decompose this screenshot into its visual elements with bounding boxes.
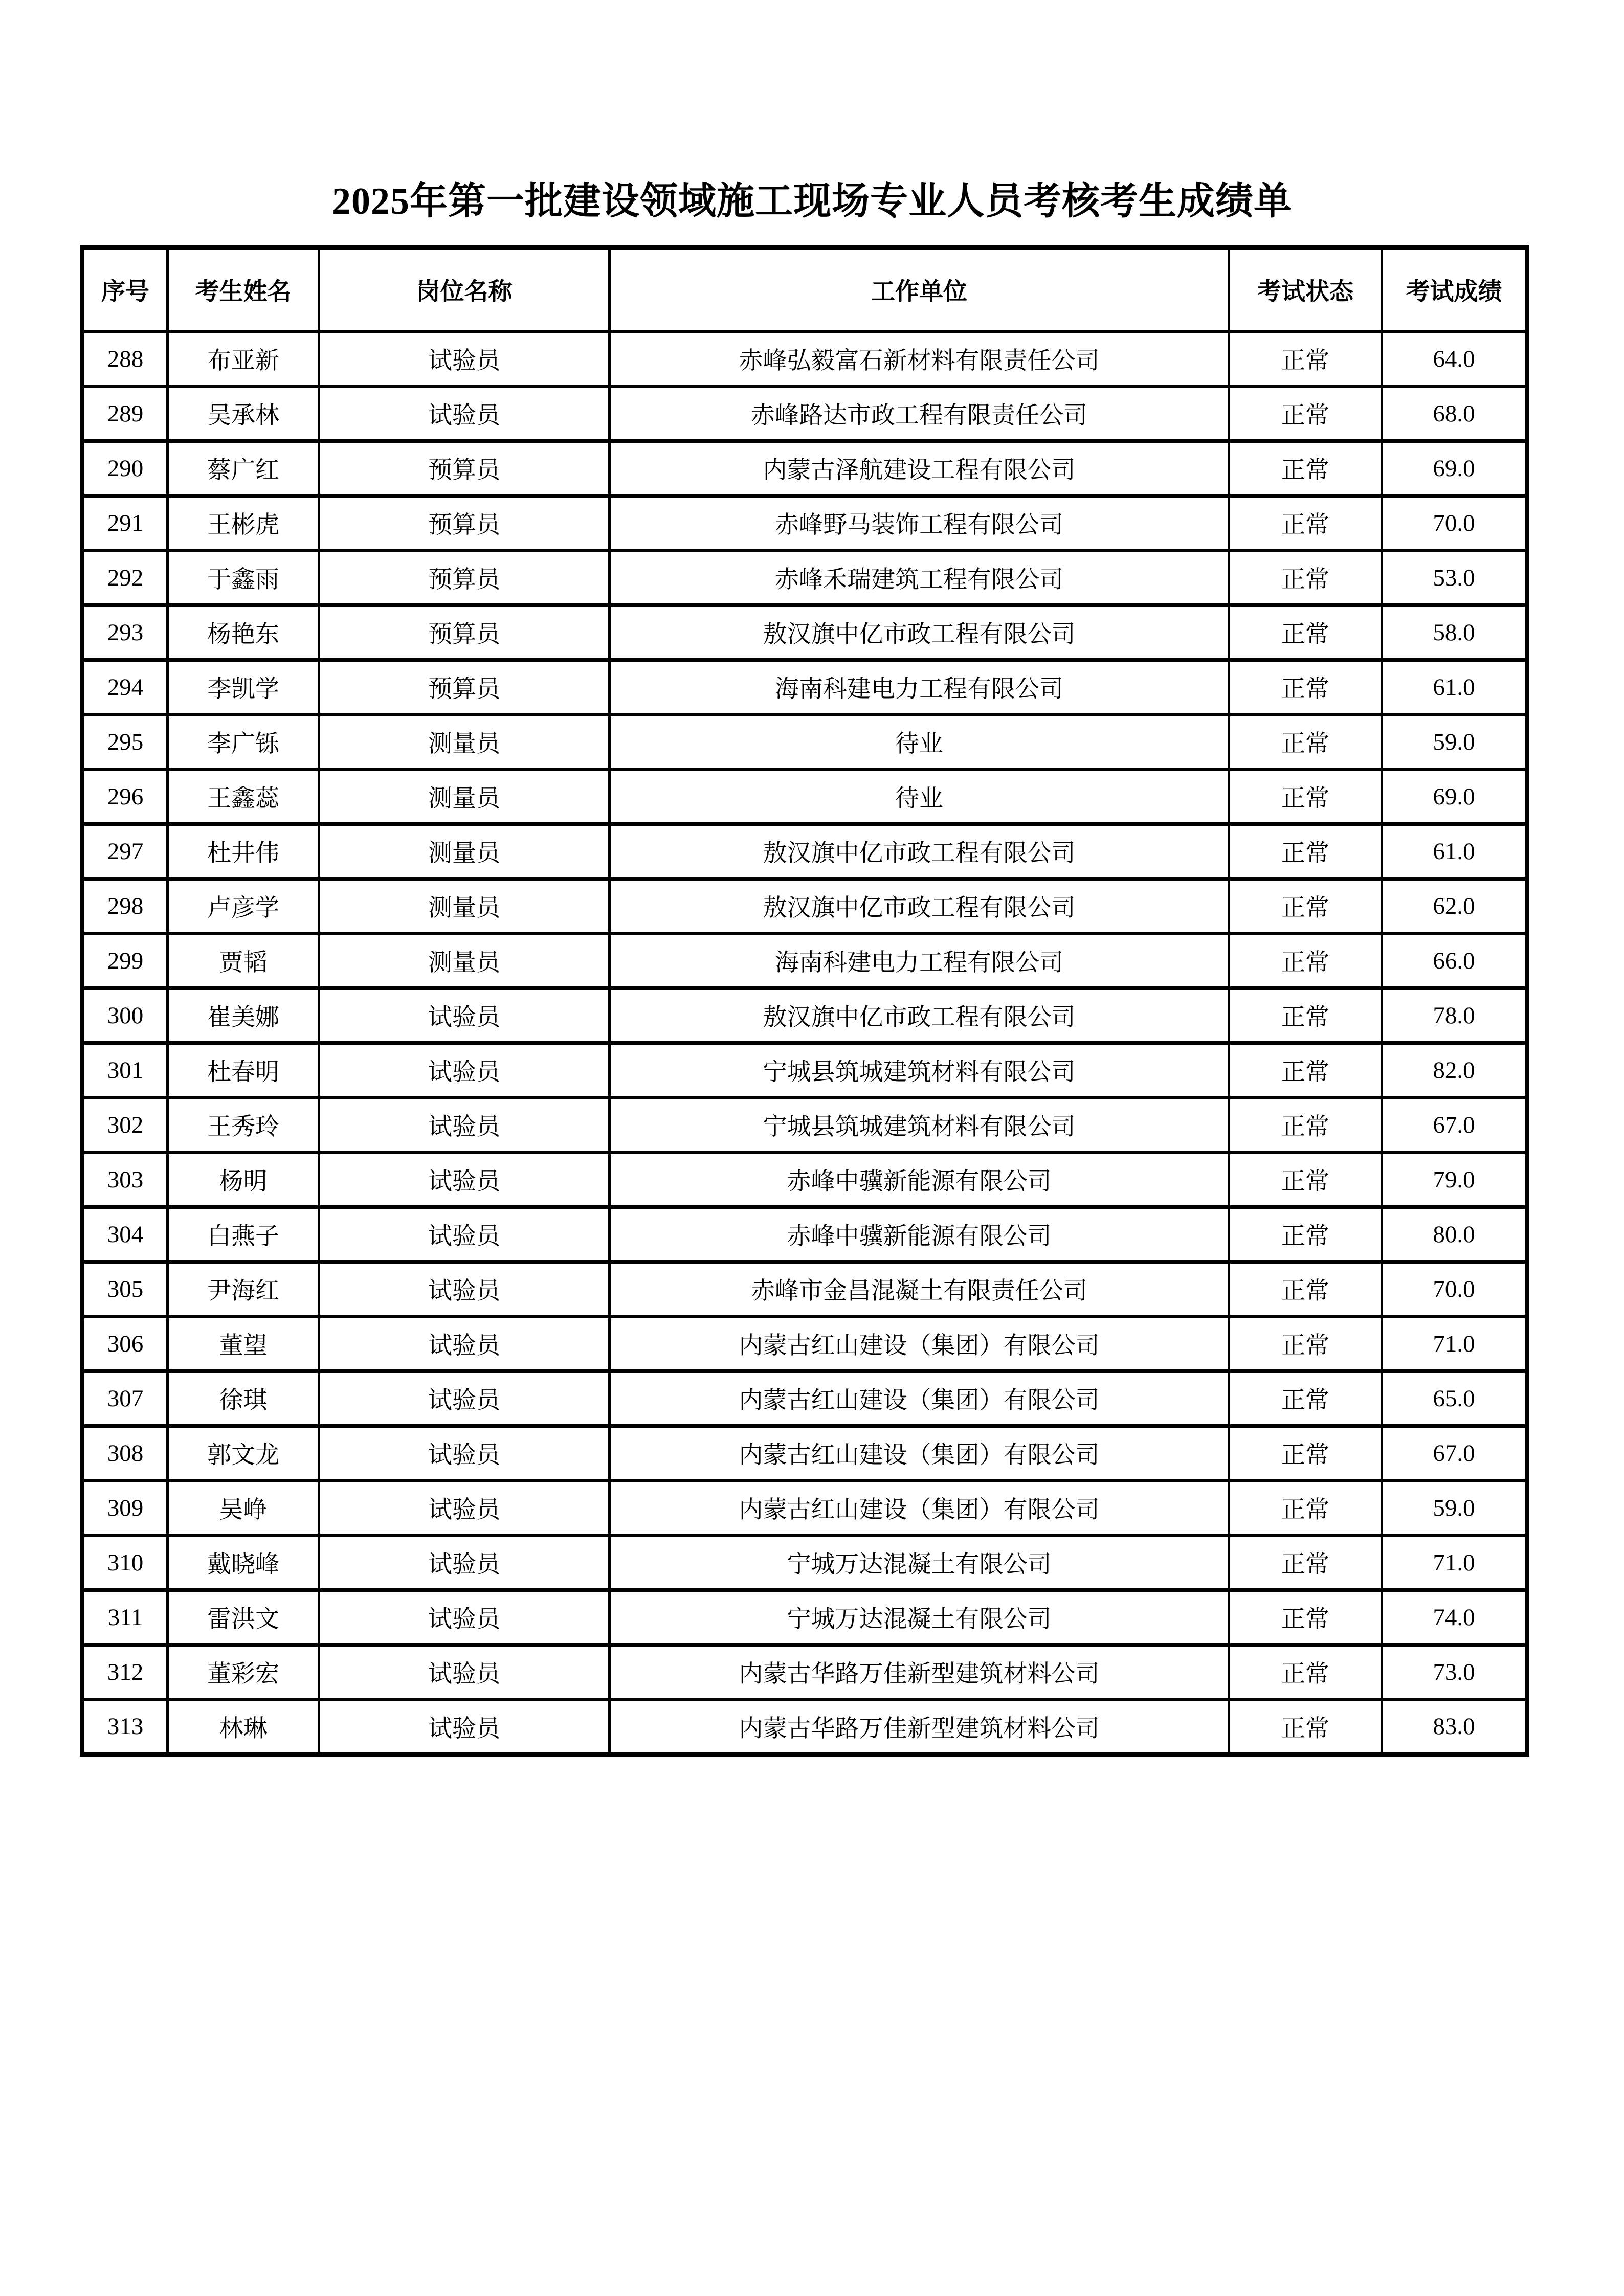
table-cell: 试验员 [319, 1480, 610, 1535]
table-row [82, 331, 1527, 386]
table-cell: 69.0 [1382, 769, 1527, 824]
table-cell: 宁城万达混凝土有限公司 [610, 1590, 1229, 1645]
table-cell: 李广铄 [168, 714, 319, 769]
table-cell: 297 [82, 824, 168, 879]
table-cell: 预算员 [319, 605, 610, 660]
table-cell: 预算员 [319, 660, 610, 714]
table-row [82, 824, 1527, 879]
table-cell: 66.0 [1382, 933, 1527, 988]
table-row [82, 1590, 1527, 1645]
table-cell: 正常 [1229, 605, 1382, 660]
table-cell: 正常 [1229, 1645, 1382, 1699]
table-cell: 正常 [1229, 988, 1382, 1043]
table-cell: 预算员 [319, 496, 610, 550]
table-cell: 试验员 [319, 1371, 610, 1426]
table-cell: 正常 [1229, 1207, 1382, 1262]
table-cell: 测量员 [319, 769, 610, 824]
table-cell: 311 [82, 1590, 168, 1645]
table-cell: 宁城县筑城建筑材料有限公司 [610, 1097, 1229, 1152]
table-cell: 294 [82, 660, 168, 714]
table-cell: 79.0 [1382, 1152, 1527, 1207]
table-cell: 内蒙古红山建设（集团）有限公司 [610, 1371, 1229, 1426]
table-cell: 敖汉旗中亿市政工程有限公司 [610, 605, 1229, 660]
table-cell: 67.0 [1382, 1426, 1527, 1480]
table-cell: 300 [82, 988, 168, 1043]
header-cell: 岗位名称 [319, 247, 610, 331]
table-cell: 海南科建电力工程有限公司 [610, 660, 1229, 714]
table-cell: 64.0 [1382, 331, 1527, 386]
table-cell: 试验员 [319, 1262, 610, 1316]
table-cell: 正常 [1229, 660, 1382, 714]
table-row [82, 933, 1527, 988]
table-cell: 林琳 [168, 1699, 319, 1754]
table-cell: 内蒙古红山建设（集团）有限公司 [610, 1480, 1229, 1535]
table-row [82, 879, 1527, 933]
table-cell: 白燕子 [168, 1207, 319, 1262]
table-cell: 宁城县筑城建筑材料有限公司 [610, 1043, 1229, 1097]
table-cell: 王彬虎 [168, 496, 319, 550]
table-cell: 69.0 [1382, 441, 1527, 496]
table-cell: 289 [82, 386, 168, 441]
table-cell: 赤峰中骥新能源有限公司 [610, 1207, 1229, 1262]
table-cell: 内蒙古泽航建设工程有限公司 [610, 441, 1229, 496]
table-row [82, 660, 1527, 714]
header-cell: 序号 [82, 247, 168, 331]
table-cell: 试验员 [319, 1316, 610, 1371]
table-cell: 80.0 [1382, 1207, 1527, 1262]
table-cell: 正常 [1229, 769, 1382, 824]
table-cell: 内蒙古红山建设（集团）有限公司 [610, 1426, 1229, 1480]
table-cell: 298 [82, 879, 168, 933]
table-cell: 李凯学 [168, 660, 319, 714]
table-cell: 296 [82, 769, 168, 824]
table-cell: 试验员 [319, 1207, 610, 1262]
table-cell: 蔡广红 [168, 441, 319, 496]
table-cell: 正常 [1229, 1097, 1382, 1152]
table-cell: 王秀玲 [168, 1097, 319, 1152]
table-cell: 正常 [1229, 331, 1382, 386]
table-cell: 杜春明 [168, 1043, 319, 1097]
table-cell: 正常 [1229, 1043, 1382, 1097]
table-row [82, 1426, 1527, 1480]
table-cell: 测量员 [319, 879, 610, 933]
table-cell: 312 [82, 1645, 168, 1699]
table-cell: 288 [82, 331, 168, 386]
table-cell: 正常 [1229, 824, 1382, 879]
table-cell: 正常 [1229, 1426, 1382, 1480]
table-cell: 302 [82, 1097, 168, 1152]
table-cell: 赤峰弘毅富石新材料有限责任公司 [610, 331, 1229, 386]
table-cell: 卢彦学 [168, 879, 319, 933]
table-cell: 内蒙古华路万佳新型建筑材料公司 [610, 1699, 1229, 1754]
table-cell: 正常 [1229, 1152, 1382, 1207]
table-cell: 306 [82, 1316, 168, 1371]
table-cell: 正常 [1229, 496, 1382, 550]
table-cell: 徐琪 [168, 1371, 319, 1426]
table-row [82, 988, 1527, 1043]
table-cell: 59.0 [1382, 1480, 1527, 1535]
table-cell: 敖汉旗中亿市政工程有限公司 [610, 988, 1229, 1043]
table-row [82, 1699, 1527, 1754]
table-cell: 70.0 [1382, 1262, 1527, 1316]
header-cell: 考试状态 [1229, 247, 1382, 331]
table-cell: 赤峰中骥新能源有限公司 [610, 1152, 1229, 1207]
table-cell: 295 [82, 714, 168, 769]
table-cell: 正常 [1229, 1371, 1382, 1426]
table-cell: 68.0 [1382, 386, 1527, 441]
table-cell: 预算员 [319, 441, 610, 496]
results-table [80, 245, 1529, 1757]
table-cell: 正常 [1229, 1316, 1382, 1371]
table-cell: 赤峰路达市政工程有限责任公司 [610, 386, 1229, 441]
table-cell: 试验员 [319, 988, 610, 1043]
table-cell: 71.0 [1382, 1535, 1527, 1590]
table-row [82, 386, 1527, 441]
table-cell: 59.0 [1382, 714, 1527, 769]
table-cell: 赤峰禾瑞建筑工程有限公司 [610, 550, 1229, 605]
table-cell: 74.0 [1382, 1590, 1527, 1645]
table-cell: 贾韬 [168, 933, 319, 988]
table-cell: 307 [82, 1371, 168, 1426]
table-cell: 试验员 [319, 1699, 610, 1754]
table-cell: 试验员 [319, 1535, 610, 1590]
table-cell: 试验员 [319, 1097, 610, 1152]
table-cell: 董望 [168, 1316, 319, 1371]
table-cell: 吴峥 [168, 1480, 319, 1535]
table-cell: 待业 [610, 769, 1229, 824]
table-row [82, 1043, 1527, 1097]
table-cell: 敖汉旗中亿市政工程有限公司 [610, 824, 1229, 879]
table-cell: 杨艳东 [168, 605, 319, 660]
table-cell: 试验员 [319, 1426, 610, 1480]
table-cell: 82.0 [1382, 1043, 1527, 1097]
table-cell: 崔美娜 [168, 988, 319, 1043]
table-cell: 试验员 [319, 386, 610, 441]
table-cell: 正常 [1229, 1699, 1382, 1754]
table-cell: 正常 [1229, 1535, 1382, 1590]
table-cell: 王鑫蕊 [168, 769, 319, 824]
table-cell: 292 [82, 550, 168, 605]
header-row [82, 247, 1527, 331]
table-cell: 赤峰野马装饰工程有限公司 [610, 496, 1229, 550]
table-cell: 305 [82, 1262, 168, 1316]
table-cell: 73.0 [1382, 1645, 1527, 1699]
table-cell: 试验员 [319, 1590, 610, 1645]
table-cell: 正常 [1229, 1480, 1382, 1535]
table-row [82, 1535, 1527, 1590]
table-cell: 董彩宏 [168, 1645, 319, 1699]
table-row [82, 550, 1527, 605]
table-cell: 62.0 [1382, 879, 1527, 933]
table-row [82, 769, 1527, 824]
table-row [82, 1262, 1527, 1316]
table-cell: 赤峰市金昌混凝土有限责任公司 [610, 1262, 1229, 1316]
table-cell: 试验员 [319, 1152, 610, 1207]
table-body [82, 331, 1527, 1754]
table-cell: 78.0 [1382, 988, 1527, 1043]
table-cell: 303 [82, 1152, 168, 1207]
table-cell: 尹海红 [168, 1262, 319, 1316]
table-cell: 309 [82, 1480, 168, 1535]
table-cell: 313 [82, 1699, 168, 1754]
table-cell: 吴承林 [168, 386, 319, 441]
table-row [82, 605, 1527, 660]
table-row [82, 441, 1527, 496]
table-cell: 299 [82, 933, 168, 988]
table-cell: 291 [82, 496, 168, 550]
table-cell: 杨明 [168, 1152, 319, 1207]
table-cell: 293 [82, 605, 168, 660]
table-cell: 内蒙古红山建设（集团）有限公司 [610, 1316, 1229, 1371]
table-row [82, 1207, 1527, 1262]
table-cell: 正常 [1229, 1590, 1382, 1645]
table-row [82, 1645, 1527, 1699]
table-cell: 宁城万达混凝土有限公司 [610, 1535, 1229, 1590]
table-cell: 53.0 [1382, 550, 1527, 605]
table-cell: 304 [82, 1207, 168, 1262]
header-cell: 工作单位 [610, 247, 1229, 331]
table-cell: 正常 [1229, 441, 1382, 496]
table-cell: 试验员 [319, 1645, 610, 1699]
table-cell: 内蒙古华路万佳新型建筑材料公司 [610, 1645, 1229, 1699]
table-row [82, 1480, 1527, 1535]
table-cell: 雷洪文 [168, 1590, 319, 1645]
table-cell: 正常 [1229, 550, 1382, 605]
table-row [82, 714, 1527, 769]
table-cell: 测量员 [319, 824, 610, 879]
table-row [82, 1097, 1527, 1152]
table-cell: 正常 [1229, 933, 1382, 988]
table-cell: 杜井伟 [168, 824, 319, 879]
table-cell: 290 [82, 441, 168, 496]
table-cell: 于鑫雨 [168, 550, 319, 605]
table-row [82, 1152, 1527, 1207]
table-cell: 测量员 [319, 714, 610, 769]
table-cell: 测量员 [319, 933, 610, 988]
table-cell: 正常 [1229, 386, 1382, 441]
header-cell: 考生姓名 [168, 247, 319, 331]
table-cell: 67.0 [1382, 1097, 1527, 1152]
table-row [82, 496, 1527, 550]
table-cell: 预算员 [319, 550, 610, 605]
table-cell: 正常 [1229, 879, 1382, 933]
table-cell: 71.0 [1382, 1316, 1527, 1371]
table-cell: 戴晓峰 [168, 1535, 319, 1590]
table-cell: 83.0 [1382, 1699, 1527, 1754]
table-cell: 试验员 [319, 1043, 610, 1097]
table-cell: 58.0 [1382, 605, 1527, 660]
table-cell: 海南科建电力工程有限公司 [610, 933, 1229, 988]
table-header [82, 247, 1527, 331]
header-cell: 考试成绩 [1382, 247, 1527, 331]
table-cell: 布亚新 [168, 331, 319, 386]
table-cell: 试验员 [319, 331, 610, 386]
table-row [82, 1316, 1527, 1371]
table-cell: 65.0 [1382, 1371, 1527, 1426]
table-cell: 敖汉旗中亿市政工程有限公司 [610, 879, 1229, 933]
table-cell: 正常 [1229, 714, 1382, 769]
table-cell: 308 [82, 1426, 168, 1480]
table-cell: 61.0 [1382, 824, 1527, 879]
table-cell: 正常 [1229, 1262, 1382, 1316]
table-cell: 待业 [610, 714, 1229, 769]
table-cell: 310 [82, 1535, 168, 1590]
table-cell: 70.0 [1382, 496, 1527, 550]
page-title: 2025年第一批建设领域施工现场专业人员考核考生成绩单 [332, 181, 1292, 222]
table-cell: 61.0 [1382, 660, 1527, 714]
table-cell: 301 [82, 1043, 168, 1097]
table-row [82, 1371, 1527, 1426]
table-cell: 郭文龙 [168, 1426, 319, 1480]
